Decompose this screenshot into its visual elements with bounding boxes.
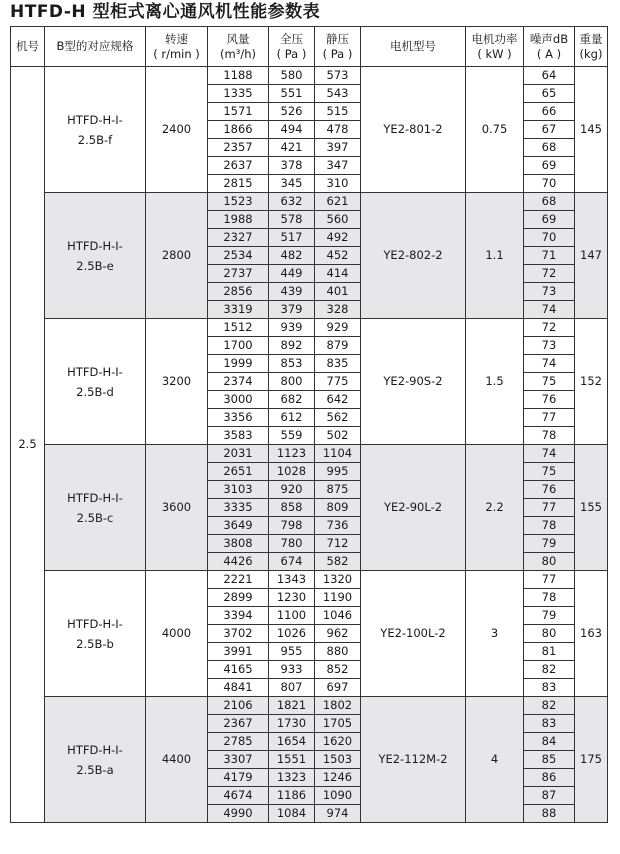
header-motor-model: 电机型号 (361, 27, 466, 67)
speed-cell: 3200 (146, 319, 208, 445)
static-pressure-cell: 1090 (315, 787, 361, 805)
total-pressure-cell: 526 (269, 103, 315, 121)
airflow-cell: 2031 (208, 445, 269, 463)
total-pressure-cell: 559 (269, 427, 315, 445)
static-pressure-cell: 573 (315, 67, 361, 85)
spec-cell (45, 445, 146, 571)
total-pressure-cell: 1028 (269, 463, 315, 481)
noise-cell: 80 (524, 553, 575, 571)
speed-cell: 4000 (146, 571, 208, 697)
airflow-cell: 2374 (208, 373, 269, 391)
weight-cell: 152 (575, 319, 608, 445)
static-pressure-cell: 582 (315, 553, 361, 571)
total-pressure-cell: 1821 (269, 697, 315, 715)
spec-line-2: 2.5B-c (76, 510, 114, 525)
noise-cell: 85 (524, 751, 575, 769)
noise-cell: 73 (524, 337, 575, 355)
total-pressure-cell: 853 (269, 355, 315, 373)
power-cell: 4 (466, 697, 524, 823)
header-airflow: 风量 (m³/h) (208, 27, 269, 67)
static-pressure-cell: 712 (315, 535, 361, 553)
total-pressure-cell: 780 (269, 535, 315, 553)
speed-cell: 2800 (146, 193, 208, 319)
motor-model-cell: YE2-802-2 (361, 193, 466, 319)
total-pressure-cell: 378 (269, 157, 315, 175)
static-pressure-cell: 1503 (315, 751, 361, 769)
airflow-cell: 3000 (208, 391, 269, 409)
airflow-cell: 2785 (208, 733, 269, 751)
header-noise: 噪声dB ( A ) (524, 27, 575, 67)
total-pressure-cell: 632 (269, 193, 315, 211)
spec-line-1: HTFD-H-I- (67, 364, 123, 379)
noise-cell: 76 (524, 481, 575, 499)
total-pressure-cell: 682 (269, 391, 315, 409)
airflow-cell: 1988 (208, 211, 269, 229)
noise-cell: 77 (524, 499, 575, 517)
noise-cell: 77 (524, 409, 575, 427)
noise-cell: 84 (524, 733, 575, 751)
airflow-cell: 2899 (208, 589, 269, 607)
static-pressure-cell: 775 (315, 373, 361, 391)
airflow-cell: 2221 (208, 571, 269, 589)
table-row (11, 193, 608, 211)
spec-line-1: HTFD-H-I- (67, 490, 123, 505)
total-pressure-cell: 807 (269, 679, 315, 697)
table-row (11, 445, 608, 463)
static-pressure-cell: 543 (315, 85, 361, 103)
motor-model-cell: YE2-112M-2 (361, 697, 466, 823)
noise-cell: 79 (524, 535, 575, 553)
noise-cell: 67 (524, 121, 575, 139)
weight-cell: 163 (575, 571, 608, 697)
airflow-cell: 3394 (208, 607, 269, 625)
total-pressure-cell: 1343 (269, 571, 315, 589)
static-pressure-cell: 397 (315, 139, 361, 157)
noise-cell: 83 (524, 715, 575, 733)
power-cell: 0.75 (466, 67, 524, 193)
total-pressure-cell: 798 (269, 517, 315, 535)
static-pressure-cell: 452 (315, 247, 361, 265)
static-pressure-cell: 875 (315, 481, 361, 499)
table-row (11, 67, 608, 85)
total-pressure-cell: 955 (269, 643, 315, 661)
airflow-cell: 4426 (208, 553, 269, 571)
airflow-cell: 4674 (208, 787, 269, 805)
static-pressure-cell: 502 (315, 427, 361, 445)
airflow-cell: 3702 (208, 625, 269, 643)
noise-cell: 68 (524, 139, 575, 157)
airflow-cell: 1866 (208, 121, 269, 139)
spec-line-1: HTFD-H-I- (67, 112, 123, 127)
airflow-cell: 1512 (208, 319, 269, 337)
speed-cell: 2400 (146, 67, 208, 193)
noise-cell: 70 (524, 175, 575, 193)
airflow-cell: 2534 (208, 247, 269, 265)
noise-cell: 76 (524, 391, 575, 409)
noise-cell: 78 (524, 427, 575, 445)
total-pressure-cell: 933 (269, 661, 315, 679)
airflow-cell: 4841 (208, 679, 269, 697)
airflow-cell: 2856 (208, 283, 269, 301)
weight-cell: 155 (575, 445, 608, 571)
static-pressure-cell: 974 (315, 805, 361, 823)
machine-no-cell: 2.5 (11, 67, 45, 823)
header-static-pressure: 静压 ( Pa ) (315, 27, 361, 67)
noise-cell: 74 (524, 355, 575, 373)
airflow-cell: 1335 (208, 85, 269, 103)
airflow-cell: 1571 (208, 103, 269, 121)
airflow-cell: 3307 (208, 751, 269, 769)
total-pressure-cell: 1100 (269, 607, 315, 625)
spec-line-1: HTFD-H-I- (67, 742, 123, 757)
static-pressure-cell: 1046 (315, 607, 361, 625)
noise-cell: 79 (524, 607, 575, 625)
static-pressure-cell: 562 (315, 409, 361, 427)
header-machine-no: 机号 (11, 27, 45, 67)
table-header-row (11, 27, 608, 67)
table-row (11, 697, 608, 715)
static-pressure-cell: 697 (315, 679, 361, 697)
total-pressure-cell: 379 (269, 301, 315, 319)
static-pressure-cell: 835 (315, 355, 361, 373)
noise-cell: 75 (524, 373, 575, 391)
weight-cell: 145 (575, 67, 608, 193)
static-pressure-cell: 642 (315, 391, 361, 409)
airflow-cell: 2106 (208, 697, 269, 715)
airflow-cell: 3356 (208, 409, 269, 427)
airflow-cell: 3583 (208, 427, 269, 445)
motor-model-cell: YE2-801-2 (361, 67, 466, 193)
noise-cell: 72 (524, 319, 575, 337)
noise-cell: 69 (524, 157, 575, 175)
spec-line-2: 2.5B-d (76, 384, 114, 399)
speed-cell: 3600 (146, 445, 208, 571)
static-pressure-cell: 880 (315, 643, 361, 661)
static-pressure-cell: 492 (315, 229, 361, 247)
total-pressure-cell: 1123 (269, 445, 315, 463)
total-pressure-cell: 1230 (269, 589, 315, 607)
total-pressure-cell: 920 (269, 481, 315, 499)
noise-cell: 74 (524, 445, 575, 463)
total-pressure-cell: 421 (269, 139, 315, 157)
static-pressure-cell: 929 (315, 319, 361, 337)
static-pressure-cell: 1620 (315, 733, 361, 751)
airflow-cell: 2327 (208, 229, 269, 247)
airflow-cell: 4179 (208, 769, 269, 787)
total-pressure-cell: 1084 (269, 805, 315, 823)
noise-cell: 70 (524, 229, 575, 247)
spec-line-2: 2.5B-b (76, 636, 114, 651)
noise-cell: 81 (524, 643, 575, 661)
total-pressure-cell: 1730 (269, 715, 315, 733)
table-row (11, 319, 608, 337)
airflow-cell: 2637 (208, 157, 269, 175)
noise-cell: 83 (524, 679, 575, 697)
total-pressure-cell: 551 (269, 85, 315, 103)
total-pressure-cell: 1323 (269, 769, 315, 787)
spec-cell (45, 697, 146, 823)
noise-cell: 78 (524, 517, 575, 535)
static-pressure-cell: 310 (315, 175, 361, 193)
total-pressure-cell: 482 (269, 247, 315, 265)
header-total-pressure: 全压 ( Pa ) (269, 27, 315, 67)
weight-cell: 175 (575, 697, 608, 823)
noise-cell: 82 (524, 661, 575, 679)
static-pressure-cell: 328 (315, 301, 361, 319)
static-pressure-cell: 995 (315, 463, 361, 481)
noise-cell: 82 (524, 697, 575, 715)
airflow-cell: 3991 (208, 643, 269, 661)
total-pressure-cell: 939 (269, 319, 315, 337)
static-pressure-cell: 560 (315, 211, 361, 229)
noise-cell: 74 (524, 301, 575, 319)
static-pressure-cell: 1104 (315, 445, 361, 463)
static-pressure-cell: 621 (315, 193, 361, 211)
static-pressure-cell: 879 (315, 337, 361, 355)
noise-cell: 68 (524, 193, 575, 211)
static-pressure-cell: 1705 (315, 715, 361, 733)
noise-cell: 72 (524, 265, 575, 283)
airflow-cell: 3103 (208, 481, 269, 499)
spec-cell (45, 319, 146, 445)
airflow-cell: 3319 (208, 301, 269, 319)
noise-cell: 64 (524, 67, 575, 85)
weight-cell: 147 (575, 193, 608, 319)
motor-model-cell: YE2-100L-2 (361, 571, 466, 697)
speed-cell: 4400 (146, 697, 208, 823)
spec-line-1: HTFD-H-I- (67, 238, 123, 253)
airflow-cell: 3808 (208, 535, 269, 553)
total-pressure-cell: 580 (269, 67, 315, 85)
page-title: HTFD-H 型柜式离心通风机性能参数表 (10, 2, 321, 22)
total-pressure-cell: 674 (269, 553, 315, 571)
motor-model-cell: YE2-90S-2 (361, 319, 466, 445)
airflow-cell: 2737 (208, 265, 269, 283)
airflow-cell: 2367 (208, 715, 269, 733)
noise-cell: 87 (524, 787, 575, 805)
table-row (11, 571, 608, 589)
airflow-cell: 1188 (208, 67, 269, 85)
header-spec: B型的对应规格 (45, 27, 146, 67)
spec-cell (45, 67, 146, 193)
noise-cell: 71 (524, 247, 575, 265)
noise-cell: 66 (524, 103, 575, 121)
noise-cell: 80 (524, 625, 575, 643)
noise-cell: 78 (524, 589, 575, 607)
spec-line-2: 2.5B-a (76, 762, 114, 777)
airflow-cell: 2651 (208, 463, 269, 481)
static-pressure-cell: 852 (315, 661, 361, 679)
airflow-cell: 1700 (208, 337, 269, 355)
noise-cell: 86 (524, 769, 575, 787)
spec-line-2: 2.5B-f (77, 132, 113, 147)
total-pressure-cell: 858 (269, 499, 315, 517)
total-pressure-cell: 517 (269, 229, 315, 247)
table-body (11, 67, 608, 823)
airflow-cell: 4990 (208, 805, 269, 823)
static-pressure-cell: 1246 (315, 769, 361, 787)
noise-cell: 88 (524, 805, 575, 823)
airflow-cell: 4165 (208, 661, 269, 679)
total-pressure-cell: 439 (269, 283, 315, 301)
airflow-cell: 1999 (208, 355, 269, 373)
static-pressure-cell: 478 (315, 121, 361, 139)
header-power: 电机功率 ( kW ) (466, 27, 524, 67)
airflow-cell: 2815 (208, 175, 269, 193)
total-pressure-cell: 449 (269, 265, 315, 283)
total-pressure-cell: 578 (269, 211, 315, 229)
spec-cell (45, 571, 146, 697)
total-pressure-cell: 1026 (269, 625, 315, 643)
static-pressure-cell: 515 (315, 103, 361, 121)
total-pressure-cell: 1654 (269, 733, 315, 751)
total-pressure-cell: 1186 (269, 787, 315, 805)
airflow-cell: 1523 (208, 193, 269, 211)
total-pressure-cell: 494 (269, 121, 315, 139)
power-cell: 1.5 (466, 319, 524, 445)
static-pressure-cell: 809 (315, 499, 361, 517)
noise-cell: 69 (524, 211, 575, 229)
noise-cell: 75 (524, 463, 575, 481)
static-pressure-cell: 736 (315, 517, 361, 535)
total-pressure-cell: 800 (269, 373, 315, 391)
power-cell: 1.1 (466, 193, 524, 319)
header-weight: 重量 (kg) (575, 27, 608, 67)
power-cell: 3 (466, 571, 524, 697)
total-pressure-cell: 1551 (269, 751, 315, 769)
motor-model-cell: YE2-90L-2 (361, 445, 466, 571)
static-pressure-cell: 401 (315, 283, 361, 301)
spec-line-1: HTFD-H-I- (67, 616, 123, 631)
spec-cell (45, 193, 146, 319)
static-pressure-cell: 962 (315, 625, 361, 643)
airflow-cell: 2357 (208, 139, 269, 157)
static-pressure-cell: 1320 (315, 571, 361, 589)
total-pressure-cell: 612 (269, 409, 315, 427)
header-speed: 转速 ( r/min ) (146, 27, 208, 67)
static-pressure-cell: 1802 (315, 697, 361, 715)
total-pressure-cell: 345 (269, 175, 315, 193)
noise-cell: 77 (524, 571, 575, 589)
power-cell: 2.2 (466, 445, 524, 571)
spec-line-2: 2.5B-e (76, 258, 114, 273)
airflow-cell: 3649 (208, 517, 269, 535)
noise-cell: 73 (524, 283, 575, 301)
static-pressure-cell: 414 (315, 265, 361, 283)
airflow-cell: 3335 (208, 499, 269, 517)
static-pressure-cell: 1190 (315, 589, 361, 607)
total-pressure-cell: 892 (269, 337, 315, 355)
static-pressure-cell: 347 (315, 157, 361, 175)
noise-cell: 65 (524, 85, 575, 103)
performance-table (10, 26, 608, 823)
